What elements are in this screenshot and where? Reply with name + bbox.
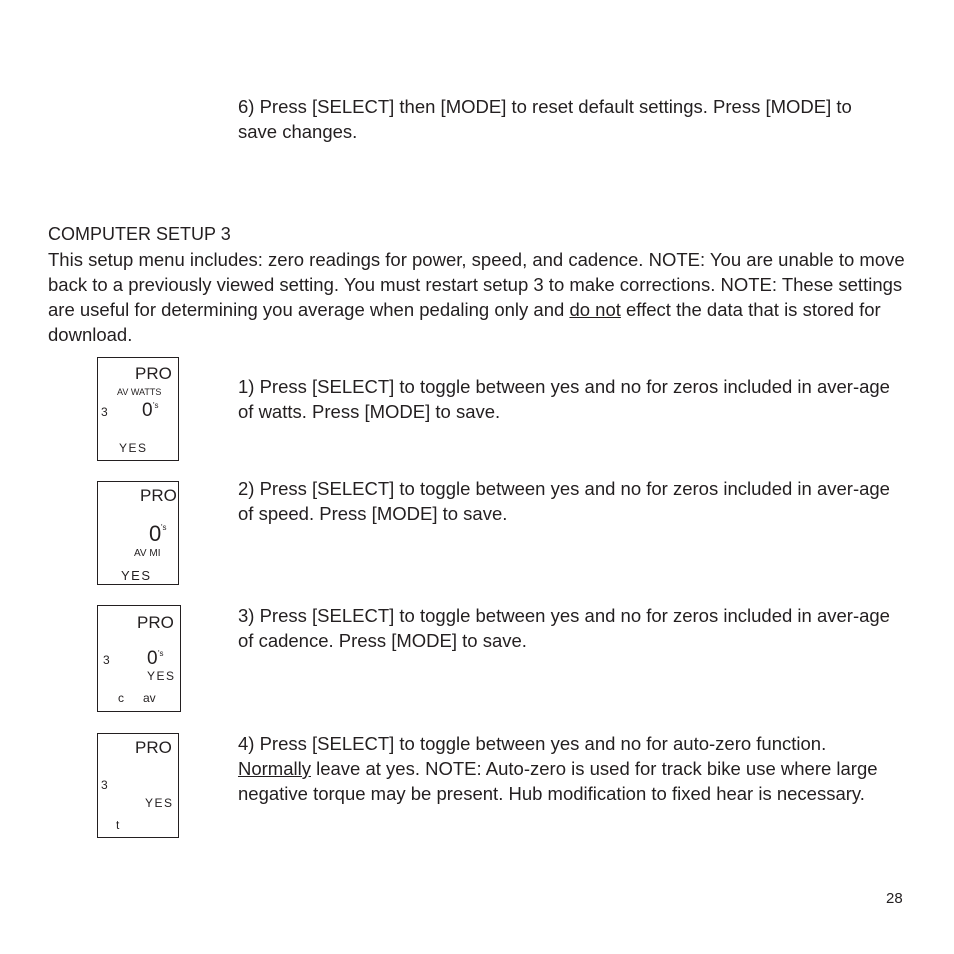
display-pro-label: PRO	[140, 486, 177, 505]
section-intro	[48, 247, 918, 347]
display-value: 0	[149, 521, 162, 546]
display-value-suffix: 's	[158, 649, 164, 658]
lcd-display-speed	[97, 481, 179, 585]
display-pro-label: PRO	[137, 613, 174, 632]
display-yes: YES	[147, 669, 176, 683]
step-2-text: 2) Press [SELECT] to toggle between yes and no for zeros included in aver-age of speed. Press [MODE] to save.	[238, 478, 890, 524]
display-bottom-c: c	[118, 691, 124, 705]
step-4-text-b: leave at yes. NOTE: Auto-zero is used for track bike use where large negative torque may be present. Hub modification to fixed hear is necessary.	[238, 758, 878, 804]
display-value: 0	[147, 648, 158, 669]
display-av-watts-label: AV WATTS	[117, 387, 162, 397]
display-pro-label: PRO	[135, 738, 172, 757]
display-bottom-av: av	[143, 691, 156, 705]
step-4-emphasis: Normally	[238, 758, 311, 779]
display-av-mi-label: AV MI	[134, 548, 161, 559]
step-1-text: 1) Press [SELECT] to toggle between yes and no for zeros included in aver-age of watts. Press [MODE] to save.	[238, 376, 890, 422]
display-value-suffix: 's	[153, 401, 159, 410]
display-value: 0	[142, 400, 153, 421]
intro-emphasis: do not	[569, 299, 621, 320]
display-side-number: 3	[101, 778, 108, 792]
display-value-suffix: 's	[161, 523, 167, 532]
display-bottom-t: t	[116, 818, 120, 832]
display-side-number: 3	[103, 653, 110, 667]
lcd-display-watts	[97, 357, 179, 461]
section-heading: COMPUTER SETUP 3	[48, 224, 231, 244]
page-number: 28	[886, 890, 903, 907]
lcd-display-cadence	[97, 605, 181, 712]
display-side-number: 3	[101, 405, 108, 419]
step-3-text: 3) Press [SELECT] to toggle between yes and no for zeros included in aver-age of cadence. Press [MODE] to save.	[238, 605, 890, 651]
display-pro-label: PRO	[135, 364, 172, 383]
step-4-text-a: 4) Press [SELECT] to toggle between yes and no for auto-zero function.	[238, 733, 827, 754]
step-6-text: 6) Press [SELECT] then [MODE] to reset default settings. Press [MODE] to save changes.	[238, 96, 852, 142]
step-4-text	[238, 731, 888, 806]
display-yes: YES	[119, 441, 148, 455]
lcd-display-auto-zero	[97, 733, 179, 838]
display-yes: YES	[145, 796, 174, 810]
intro-text-a: This setup menu includes: zero readings for power, speed, and cadence. NOTE: You are unable to move back to a previously viewed setting. You must restart setup 3 to make corrections. NOTE: These settings are useful for determining you average when pedaling only and	[48, 249, 905, 320]
intro-text-b: effect the data that is stored for download.	[48, 299, 881, 345]
display-yes: YES	[121, 568, 152, 583]
